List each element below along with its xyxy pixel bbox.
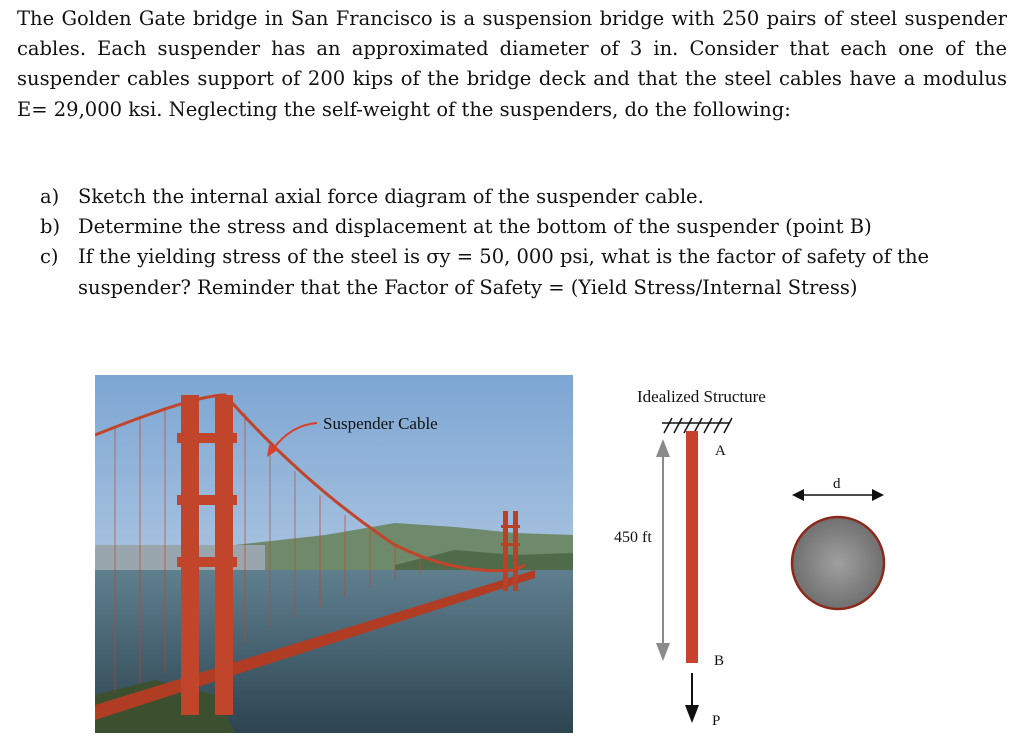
question-text: If the yielding stress of the steel is σy = 50, 000 psi, what is the factor of safety of the suspender? Reminder that the Factor of Safety = (Yield Stress/Internal Stress) <box>78 245 930 299</box>
problem-statement: The Golden Gate bridge in San Francisco is a suspension bridge with 250 pairs of steel suspender cables. Each suspender has an approximated diameter of 3 in. Consider that each one of the suspender cables support of 200 kips of the bridge deck and that the steel cables have a modulus E= 29,000 ksi. Neglecting the self-weight of the suspenders, do the following: <box>17 7 1007 121</box>
callout-label: Suspender Cable <box>323 414 438 433</box>
length-label: 450 ft <box>614 529 652 546</box>
question-letter: b) <box>40 215 61 239</box>
question-text: Sketch the internal axial force diagram of the suspender cable. <box>78 185 704 208</box>
suspender-cable-member <box>686 431 698 663</box>
dimension-arrowhead-bottom <box>656 643 670 661</box>
question-list <box>40 182 1008 303</box>
question-text: Determine the stress and displacement at the bottom of the suspender (point B) <box>78 215 872 239</box>
dimension-arrowhead-top <box>656 439 670 457</box>
golden-gate-photo <box>95 375 573 733</box>
cable-cross-section <box>792 517 884 609</box>
idealized-structure-diagram <box>600 375 1020 740</box>
question-letter: a) <box>40 185 60 208</box>
diameter-arrowhead-right <box>872 489 884 501</box>
question-c <box>40 242 1008 302</box>
point-b-label: B <box>714 653 725 669</box>
load-arrowhead <box>685 705 699 723</box>
question-a <box>40 182 1008 212</box>
point-a-label: A <box>715 443 726 459</box>
load-p-label: P <box>712 713 721 729</box>
question-letter: c) <box>40 245 59 269</box>
question-b <box>40 212 1008 242</box>
diagram-title: Idealized Structure <box>637 387 766 406</box>
diameter-label: d <box>833 476 841 492</box>
diameter-arrowhead-left <box>792 489 804 501</box>
support-hatch <box>664 418 732 433</box>
